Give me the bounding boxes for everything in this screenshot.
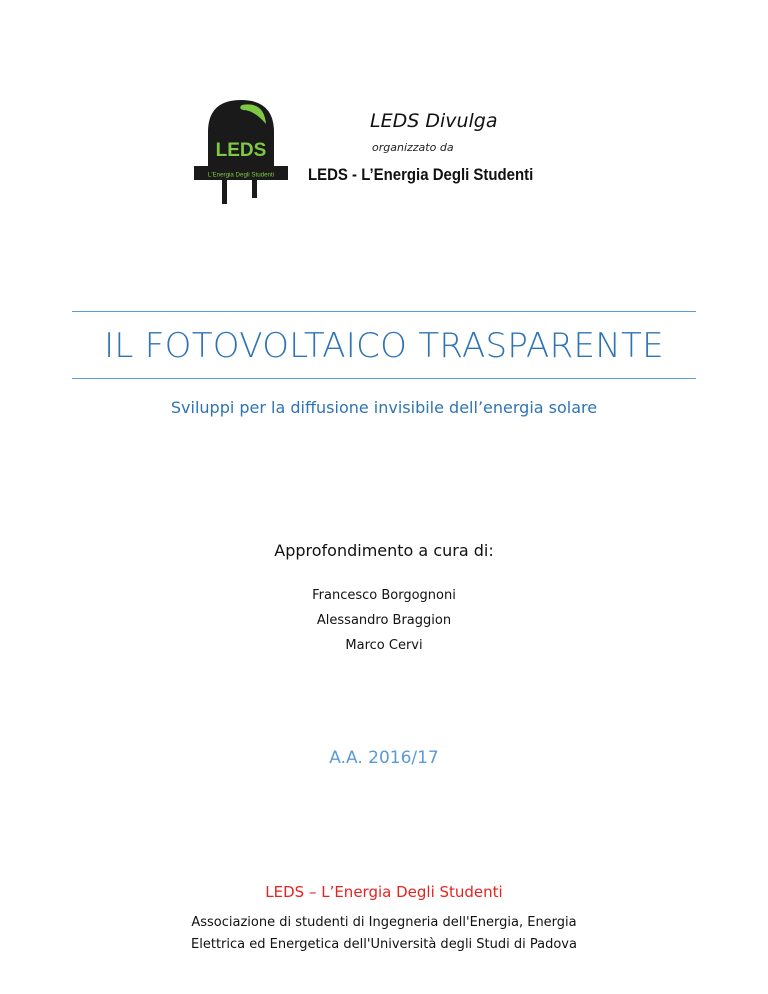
authors-list <box>0 583 768 658</box>
footer-organization: LEDS – L’Energia Degli Studenti <box>265 883 503 901</box>
author-name: Francesco Borgognoni <box>312 588 456 603</box>
author-name: Marco Cervi <box>345 638 423 653</box>
brand-title: LEDS Divulga <box>370 110 498 132</box>
svg-text:LEDS: LEDS <box>215 140 267 161</box>
document-title: IL FOTOVOLTAICO TRASPARENTE <box>104 326 664 366</box>
title-divider-bottom <box>72 378 696 379</box>
document-subtitle: Sviluppi per la diffusione invisibile dell’energia solare <box>170 398 598 417</box>
leds-led-logo-icon <box>194 96 288 208</box>
footer-description-line: Associazione di studenti di Ingegneria dell'Energia, Energia <box>191 915 577 930</box>
footer-description <box>0 912 768 956</box>
svg-text:L'Energia Degli Studenti: L'Energia Degli Studenti <box>207 171 275 179</box>
authors-heading: Approfondimento a cura di: <box>274 541 494 560</box>
author-name: Alessandro Braggion <box>316 613 452 628</box>
leds-logo <box>194 96 288 208</box>
title-divider-top <box>72 311 696 312</box>
organization-name: LEDS - L’Energia Degli Studenti <box>308 165 534 184</box>
organized-by-label: organizzato da <box>372 141 454 154</box>
academic-year: A.A. 2016/17 <box>329 748 439 768</box>
footer-description-line: Elettrica ed Energetica dell'Università degli Studi di Padova <box>191 937 577 952</box>
